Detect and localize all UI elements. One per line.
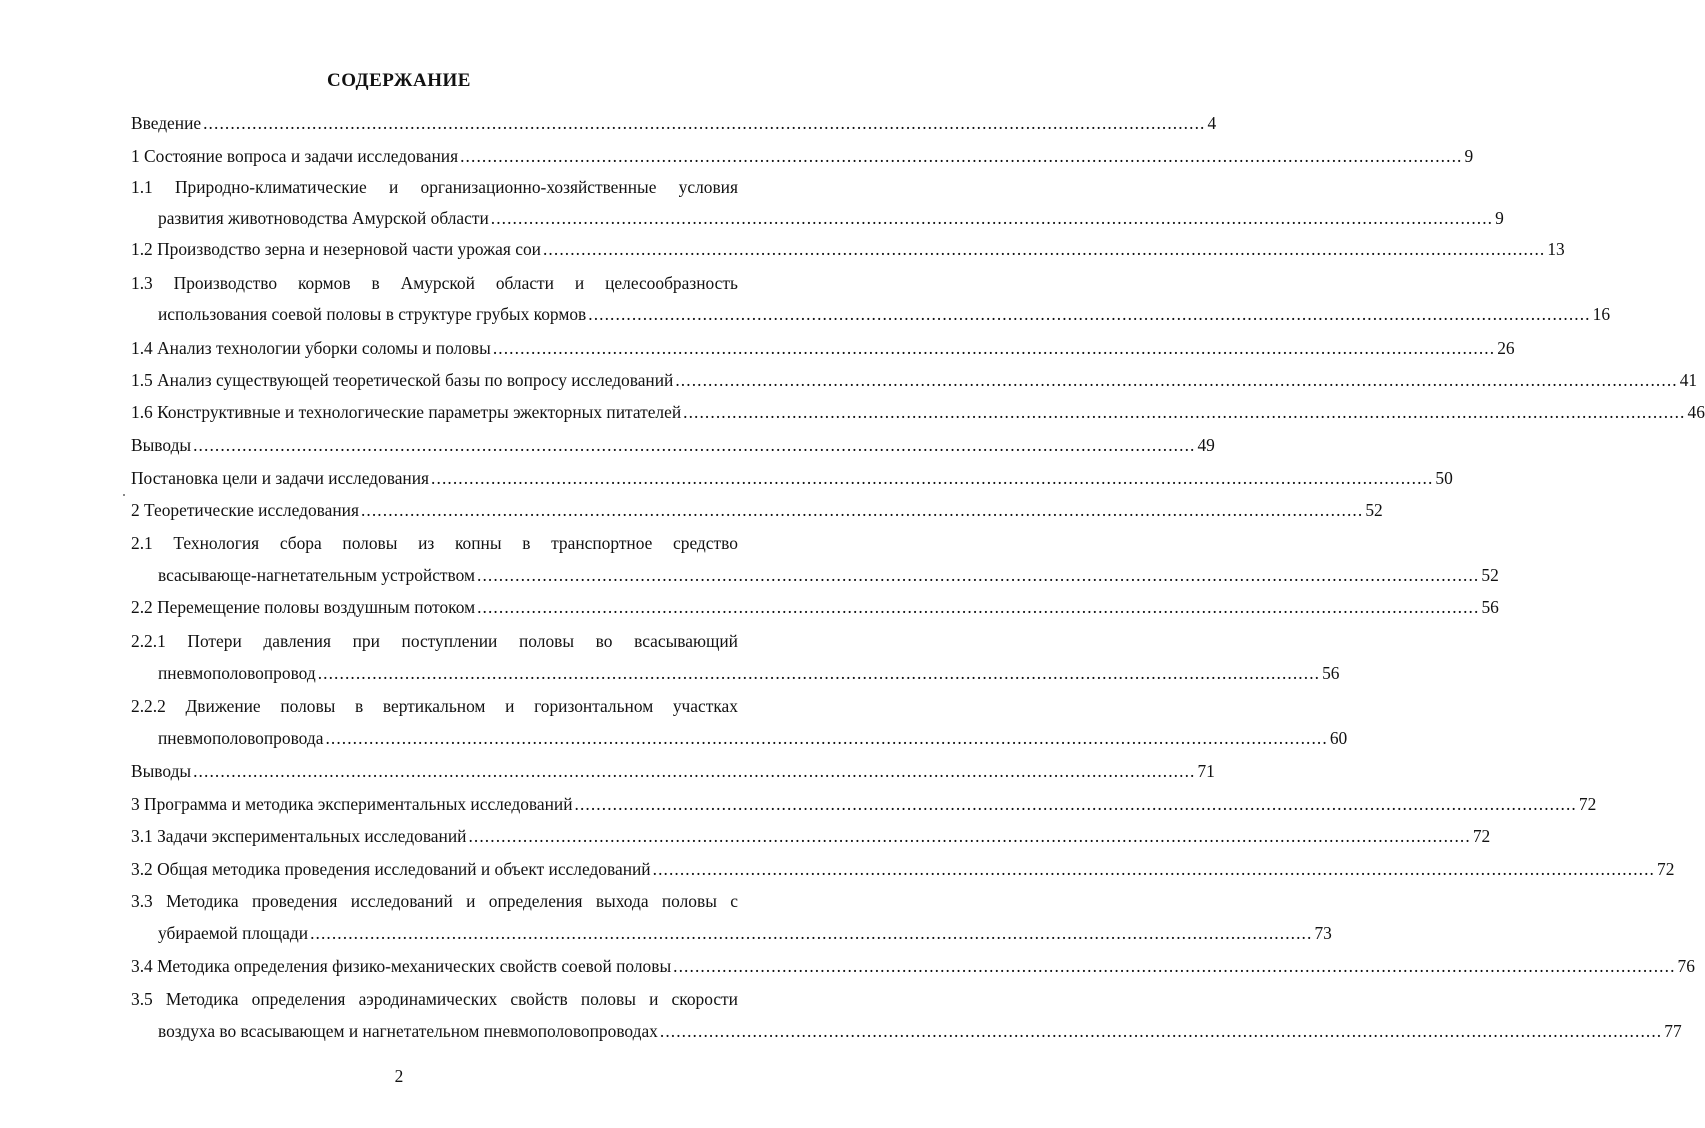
toc-word: в	[522, 533, 531, 553]
toc-word: и	[505, 696, 515, 716]
toc-word: и	[388, 177, 399, 197]
toc-word: 3.5	[131, 989, 153, 1009]
toc-word: 3.3	[131, 891, 153, 911]
toc-entry-title: 2.2 Перемещение половы воздушным потоком	[131, 597, 476, 617]
toc-entry	[158, 1018, 1682, 1044]
toc-entry	[131, 110, 1217, 136]
toc-word: давления	[263, 631, 331, 651]
page-title: СОДЕРЖАНИЕ	[327, 70, 471, 91]
toc-entry	[158, 920, 1332, 946]
toc-word: поступлении	[401, 631, 498, 651]
toc-word: во	[595, 631, 613, 651]
toc-dot-leader: ........................................................................................................................................................................................	[588, 304, 1591, 324]
toc-entry	[158, 660, 1340, 686]
toc-dot-leader: ........................................................................................................................................................................................	[652, 859, 1655, 879]
toc-page-number: 16	[1592, 304, 1611, 324]
toc-dot-leader: ........................................................................................................................................................................................	[360, 500, 1364, 520]
toc-word: аэродинамических	[358, 989, 498, 1009]
toc-word: сбора	[279, 533, 322, 553]
toc-page-number: 46	[1687, 402, 1705, 422]
toc-entry	[131, 270, 738, 296]
toc-entry-title: убираемой площади	[158, 923, 309, 943]
toc-entry-title: 1 Состояние вопроса и задачи исследования	[131, 146, 459, 166]
toc-page-number: 52	[1365, 500, 1383, 520]
toc-entry-title: 3.4 Методика определения физико-механических свойств соевой половы	[131, 956, 672, 976]
toc-page-number: 56	[1481, 597, 1499, 617]
toc-dot-leader: ........................................................................................................................................................................................	[468, 826, 1471, 846]
scan-speck	[123, 494, 125, 496]
toc-entry-title: воздуха во всасывающем и нагнетательном пневмополовопроводах	[158, 1021, 658, 1041]
toc-word: 2.2.1	[131, 631, 166, 651]
page-number: 2	[394, 1066, 404, 1086]
toc-dot-leader: ........................................................................................................................................................................................	[492, 338, 1496, 358]
toc-word: Методика	[165, 989, 239, 1009]
toc-entry	[131, 399, 1705, 425]
toc-dot-leader: ........................................................................................................................................................................................	[683, 402, 1686, 422]
toc-entry	[131, 367, 1698, 393]
toc-entry-title: использования соевой половы в структуре грубых кормов	[158, 304, 587, 324]
toc-entry-title: 1.6 Конструктивные и технологические параметры эжекторных питателей	[131, 402, 682, 422]
toc-word: средство	[673, 533, 738, 553]
toc-dot-leader: ........................................................................................................................................................................................	[490, 208, 1494, 228]
toc-dot-leader: ........................................................................................................................................................................................	[193, 435, 1196, 455]
toc-dot-leader: ........................................................................................................................................................................................	[477, 565, 1480, 585]
toc-page-number: 76	[1677, 956, 1695, 976]
toc-word: при	[352, 631, 380, 651]
toc-word: кормов	[297, 273, 351, 293]
toc-entry	[131, 791, 1597, 817]
toc-page-number: 13	[1547, 239, 1565, 259]
toc-dot-leader: ........................................................................................................................................................................................	[460, 146, 1463, 166]
toc-word: копны	[454, 533, 502, 553]
toc-entry-title: Выводы	[131, 761, 192, 781]
toc-dot-leader: ........................................................................................................................................................................................	[431, 468, 1434, 488]
toc-page-number: 72	[1657, 859, 1675, 879]
toc-page-number: 56	[1322, 663, 1340, 683]
toc-word: Движение	[185, 696, 261, 716]
toc-dot-leader: ........................................................................................................................................................................................	[542, 239, 1546, 259]
toc-word: определения	[488, 891, 583, 911]
toc-entry-title: 3.2 Общая методика проведения исследований и объект исследований	[131, 859, 651, 879]
toc-entry	[131, 530, 738, 556]
toc-word: свойств	[510, 989, 568, 1009]
toc-word: горизонтальном	[534, 696, 654, 716]
toc-dot-leader: ........................................................................................................................................................................................	[317, 663, 1321, 683]
toc-entry	[131, 497, 1383, 523]
toc-entry-title: 3.1 Задачи экспериментальных исследований	[131, 826, 467, 846]
toc-entry-title: всасывающе-нагнетательным устройством	[158, 565, 475, 585]
toc-entry	[158, 205, 1504, 231]
toc-entry	[158, 562, 1499, 588]
toc-word: Потери	[187, 631, 242, 651]
toc-entry-title: 1.2 Производство зерна и незерновой части урожая сои	[131, 239, 541, 259]
toc-entry	[131, 758, 1215, 784]
toc-entry-title: 1.5 Анализ существующей теоретической базы по вопросу исследований	[131, 370, 674, 390]
toc-word: Амурской	[400, 273, 475, 293]
toc-entry-title: Постановка цели и задачи исследования	[131, 468, 430, 488]
toc-word: половы	[519, 631, 575, 651]
toc-entry	[131, 143, 1474, 169]
toc-entry	[131, 856, 1675, 882]
toc-page-number: 72	[1578, 794, 1597, 814]
toc-page-number: 41	[1679, 370, 1698, 390]
toc-entry	[158, 301, 1611, 327]
toc-word: и	[466, 891, 476, 911]
toc-page-number: 50	[1435, 468, 1453, 488]
toc-entry	[131, 986, 738, 1012]
toc-page-number: 26	[1497, 338, 1515, 358]
toc-page-number: 9	[1464, 146, 1474, 166]
toc-dot-leader: ........................................................................................................................................................................................	[673, 956, 1676, 976]
toc-dot-leader: ........................................................................................................................................................................................	[659, 1021, 1663, 1041]
toc-dot-leader: ........................................................................................................................................................................................	[574, 794, 1577, 814]
toc-entry	[158, 725, 1348, 751]
toc-word: в	[355, 696, 364, 716]
toc-word: организационно-хозяйственные	[420, 177, 657, 197]
toc-dot-leader: ........................................................................................................................................................................................	[310, 923, 1313, 943]
toc-entry	[131, 465, 1453, 491]
toc-word: в	[371, 273, 380, 293]
toc-word: условия	[678, 177, 738, 197]
toc-word: Производство	[173, 273, 278, 293]
toc-entry-title: 1.4 Анализ технологии уборки соломы и половы	[131, 338, 491, 358]
toc-word: Методика	[166, 891, 239, 911]
toc-dot-leader: ........................................................................................................................................................................................	[203, 113, 1206, 133]
toc-word: 1.3	[131, 273, 153, 293]
toc-word: 2.1	[131, 533, 153, 553]
toc-word: транспортное	[551, 533, 653, 553]
toc-word: с	[730, 891, 738, 911]
toc-page-number: 52	[1481, 565, 1499, 585]
toc-word: 2.2.2	[131, 696, 166, 716]
toc-entry-title: развития животноводства Амурской области	[158, 208, 489, 228]
toc-word: из	[418, 533, 435, 553]
toc-word: половы	[280, 696, 336, 716]
toc-entry-title: Введение	[131, 113, 202, 133]
toc-word: половы	[580, 989, 636, 1009]
toc-entry	[131, 888, 738, 914]
toc-word: целесообразность	[605, 273, 738, 293]
toc-entry-title: 2 Теоретические исследования	[131, 500, 359, 520]
toc-page-number: 60	[1329, 728, 1348, 748]
toc-page-number: 49	[1197, 435, 1215, 455]
toc-entry	[131, 432, 1215, 458]
toc-entry	[131, 335, 1515, 361]
toc-word: выхода	[595, 891, 649, 911]
toc-dot-leader: ........................................................................................................................................................................................	[325, 728, 1328, 748]
toc-word: вертикальном	[382, 696, 486, 716]
toc-page-number: 9	[1495, 208, 1504, 228]
toc-word: Природно-климатические	[175, 177, 367, 197]
toc-entry-title: 3 Программа и методика экспериментальных исследований	[131, 794, 573, 814]
toc-entry	[131, 594, 1499, 620]
toc-entry	[131, 236, 1565, 262]
toc-entry-title: пневмополовопровода	[158, 728, 324, 748]
toc-word: области	[495, 273, 554, 293]
toc-word: Технология	[173, 533, 260, 553]
toc-entry	[131, 823, 1491, 849]
toc-word: и	[574, 273, 585, 293]
toc-word: половы	[342, 533, 398, 553]
toc-word: 1.1	[131, 177, 153, 197]
toc-dot-leader: ........................................................................................................................................................................................	[477, 597, 1480, 617]
toc-page-number: 77	[1664, 1021, 1682, 1041]
toc-dot-leader: ........................................................................................................................................................................................	[675, 370, 1678, 390]
toc-entry	[131, 628, 738, 654]
toc-dot-leader: ........................................................................................................................................................................................	[193, 761, 1196, 781]
toc-page-number: 71	[1197, 761, 1215, 781]
toc-entry	[131, 174, 738, 200]
toc-word: проведения	[251, 891, 338, 911]
toc-entry-title: пневмополовопровод	[158, 663, 316, 683]
toc-word: всасывающий	[634, 631, 738, 651]
toc-entry	[131, 953, 1695, 979]
toc-entry-title: Выводы	[131, 435, 192, 455]
toc-word: половы	[661, 891, 717, 911]
toc-word: скорости	[671, 989, 738, 1009]
toc-entry	[131, 693, 738, 719]
toc-page-number: 4	[1207, 113, 1217, 133]
toc-word: и	[649, 989, 659, 1009]
toc-word: определения	[251, 989, 346, 1009]
toc-word: участках	[672, 696, 738, 716]
toc-page-number: 72	[1472, 826, 1491, 846]
toc-page-number: 73	[1314, 923, 1332, 943]
toc-word: исследований	[350, 891, 453, 911]
